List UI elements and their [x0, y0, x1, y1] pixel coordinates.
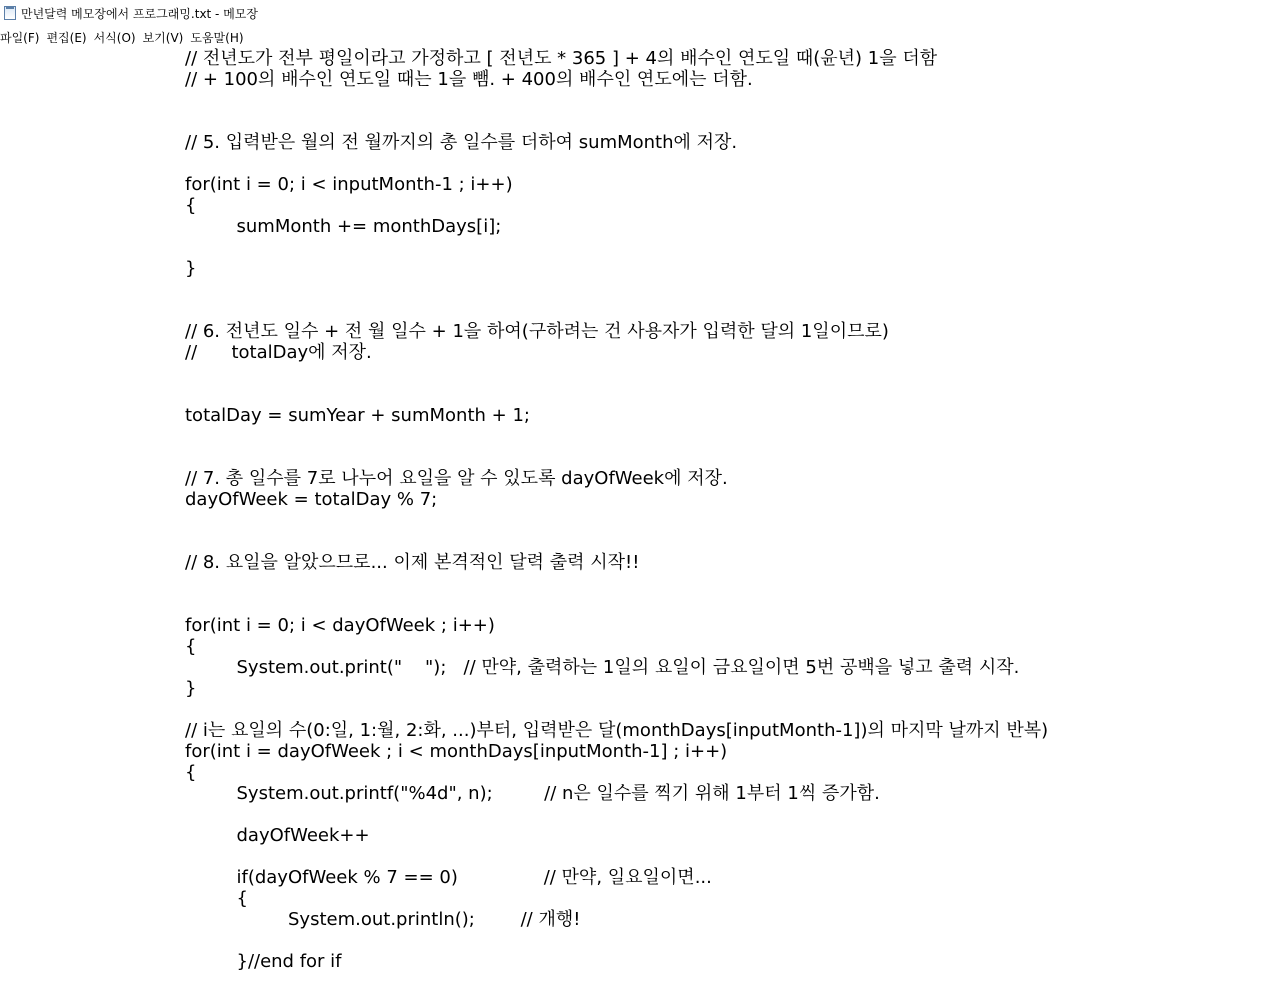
editor-line: for(int i = dayOfWeek ; i < monthDays[inputMonth-1] ; i++)	[185, 741, 728, 762]
editor-line: dayOfWeek = totalDay % 7;	[185, 489, 438, 510]
editor-line: if(dayOfWeek % 7 == 0) // 만약, 일요일이면...	[185, 867, 712, 888]
editor-line	[185, 804, 1048, 825]
menu-help[interactable]: 도움말(H)	[190, 30, 244, 45]
editor-line: dayOfWeek++	[185, 825, 370, 846]
editor-line: {	[185, 195, 197, 216]
editor-line: // 6. 전년도 일수 + 전 월 일수 + 1을 하여(구하려는 건 사용자가 입력한 달의 1일이므로)	[185, 321, 889, 342]
editor-line: }	[185, 678, 197, 699]
editor-text[interactable]	[185, 48, 1048, 972]
editor-line: // + 100의 배수인 연도일 때는 1을 뺌. + 400의 배수인 연도에는 더함.	[185, 69, 753, 90]
menu-view[interactable]: 보기(V)	[142, 30, 184, 45]
editor-line: }	[185, 258, 197, 279]
editor-line: // i는 요일의 수(0:일, 1:월, 2:화, ...)부터, 입력받은 달(monthDays[inputMonth-1])의 마지막 날까지 반복)	[185, 720, 1049, 741]
editor-line: // 5. 입력받은 월의 전 월까지의 총 일수를 더하여 sumMonth에 저장.	[185, 132, 738, 153]
editor-line: // 8. 요일을 알았으므로... 이제 본격적인 달력 출력 시작!!	[185, 552, 640, 573]
title-bar	[0, 0, 1271, 26]
editor-line	[185, 153, 1048, 174]
editor-line	[185, 426, 1048, 447]
editor-line: for(int i = 0; i < inputMonth-1 ; i++)	[185, 174, 513, 195]
editor-line: {	[185, 762, 197, 783]
editor-line	[185, 90, 1048, 111]
editor-line	[185, 237, 1048, 258]
editor-line	[185, 300, 1048, 321]
editor-line: System.out.printf("%4d", n); // n은 일수를 찍기 위해 1부터 1씩 증가함.	[185, 783, 880, 804]
editor-line: {	[185, 888, 248, 909]
editor-line	[185, 384, 1048, 405]
editor-line	[185, 573, 1048, 594]
notepad-app-icon	[4, 6, 16, 20]
editor-line	[185, 846, 1048, 867]
editor-line: }//end for if	[185, 951, 342, 972]
editor-line	[185, 279, 1048, 300]
menu-bar	[0, 26, 1271, 48]
editor-line: System.out.println(); // 개행!	[185, 909, 581, 930]
menu-edit[interactable]: 편집(E)	[46, 30, 87, 45]
editor-line	[185, 447, 1048, 468]
editor-line: {	[185, 636, 197, 657]
editor-line	[185, 699, 1048, 720]
text-editor-area[interactable]	[0, 48, 1271, 989]
editor-line	[185, 111, 1048, 132]
editor-line: System.out.print(" "); // 만약, 출력하는 1일의 요일이 금요일이면 5번 공백을 넣고 출력 시작.	[185, 657, 1020, 678]
editor-line	[185, 531, 1048, 552]
editor-line: // totalDay에 저장.	[185, 342, 372, 363]
editor-line: sumMonth += monthDays[i];	[185, 216, 502, 237]
editor-line	[185, 510, 1048, 531]
menu-format[interactable]: 서식(O)	[93, 30, 136, 45]
editor-line: for(int i = 0; i < dayOfWeek ; i++)	[185, 615, 495, 636]
window-title: 만년달력 메모장에서 프로그래밍.txt - 메모장	[21, 6, 258, 21]
menu-file[interactable]: 파일(F)	[0, 30, 40, 45]
editor-line: // 7. 총 일수를 7로 나누어 요일을 알 수 있도록 dayOfWeek에 저장.	[185, 468, 728, 489]
editor-line: totalDay = sumYear + sumMonth + 1;	[185, 405, 530, 426]
editor-line	[185, 363, 1048, 384]
editor-line: // 전년도가 전부 평일이라고 가정하고 [ 전년도 * 365 ] + 4의 배수인 연도일 때(윤년) 1을 더함	[185, 48, 938, 69]
editor-line	[185, 930, 1048, 951]
editor-line	[185, 594, 1048, 615]
